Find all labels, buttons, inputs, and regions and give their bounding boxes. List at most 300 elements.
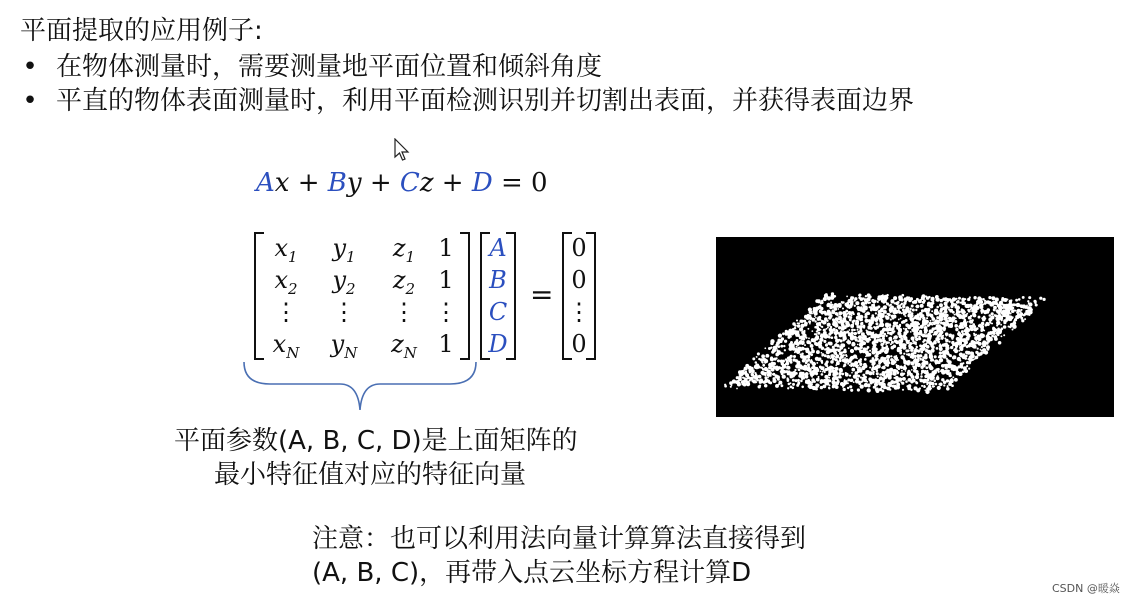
point-cloud-point — [847, 379, 850, 382]
point-cloud-point — [895, 385, 899, 389]
point-cloud-point — [980, 309, 984, 313]
point-cloud-point — [835, 334, 837, 336]
point-cloud-point — [846, 330, 849, 333]
point-cloud-point — [925, 322, 927, 324]
point-cloud-point — [797, 381, 800, 384]
point-cloud-point — [894, 339, 897, 342]
point-cloud-point — [876, 334, 880, 338]
point-cloud-point — [952, 379, 954, 381]
point-cloud-point — [891, 380, 894, 383]
point-cloud-point — [817, 299, 821, 303]
matrix-cell: 1 — [438, 266, 454, 294]
point-cloud-point — [857, 344, 859, 346]
point-cloud-point — [814, 320, 816, 322]
point-cloud-point — [805, 360, 807, 362]
point-cloud-point — [758, 375, 762, 379]
point-cloud-point — [880, 343, 883, 346]
point-cloud-point — [895, 310, 899, 314]
point-cloud-point — [873, 386, 876, 389]
point-cloud-point — [850, 389, 853, 392]
point-cloud-point — [973, 328, 977, 332]
point-cloud-point — [905, 370, 907, 372]
point-cloud-point — [840, 339, 843, 342]
point-cloud-point — [973, 314, 977, 318]
caption-line: 最小特征值对应的特征向量 — [214, 460, 527, 490]
point-cloud-point — [940, 327, 943, 330]
point-cloud-point — [847, 339, 849, 341]
point-cloud-point — [893, 336, 896, 339]
eq-term: z — [419, 168, 434, 198]
point-cloud-point — [895, 302, 899, 306]
point-cloud-point — [782, 332, 785, 335]
point-cloud-point — [905, 380, 908, 383]
eq-term: D — [471, 168, 493, 198]
point-cloud-point — [978, 316, 981, 319]
point-cloud-point — [961, 344, 964, 347]
point-cloud-point — [900, 338, 903, 341]
point-cloud-point — [794, 324, 797, 327]
point-cloud-point — [968, 358, 970, 360]
point-cloud-point — [937, 386, 941, 390]
point-cloud-point — [847, 307, 849, 309]
point-cloud-point — [796, 346, 798, 348]
point-cloud-point — [824, 317, 828, 321]
point-cloud-point — [907, 362, 910, 365]
point-cloud-point — [811, 349, 815, 353]
point-cloud-point — [815, 317, 817, 319]
point-cloud-point — [828, 387, 830, 389]
point-cloud-point — [840, 343, 844, 347]
bullet-item — [20, 50, 914, 84]
point-cloud-point — [1006, 317, 1008, 319]
point-cloud-point — [827, 310, 831, 314]
point-cloud-point — [834, 307, 837, 310]
point-cloud-point — [946, 387, 950, 391]
point-cloud-point — [794, 351, 796, 353]
point-cloud-point — [891, 359, 895, 363]
point-cloud-point — [964, 357, 967, 360]
point-cloud-point — [980, 335, 984, 339]
point-cloud-point — [905, 367, 907, 369]
point-cloud-point — [799, 347, 801, 349]
point-cloud-point — [885, 306, 887, 308]
point-cloud-point — [921, 294, 925, 298]
point-cloud-point — [989, 331, 993, 335]
point-cloud-point — [878, 296, 881, 299]
point-cloud-point — [827, 296, 831, 300]
point-cloud-point — [818, 357, 821, 360]
point-cloud-point — [967, 306, 969, 308]
point-cloud-point — [1013, 303, 1016, 306]
point-cloud-point — [928, 304, 931, 307]
point-cloud-point — [972, 344, 976, 348]
point-cloud-point — [982, 318, 985, 321]
point-cloud-point — [871, 299, 875, 303]
point-cloud-point — [864, 319, 868, 323]
point-cloud-point — [888, 377, 890, 379]
point-cloud-point — [1024, 314, 1026, 316]
point-cloud-point — [860, 343, 864, 347]
point-cloud-point — [854, 332, 857, 335]
point-cloud-point — [901, 382, 904, 385]
point-cloud-point — [740, 378, 742, 380]
point-cloud-point — [855, 321, 859, 325]
point-cloud-point — [871, 316, 875, 320]
point-cloud-point — [784, 340, 787, 343]
point-cloud-point — [911, 375, 915, 379]
point-cloud-point — [905, 306, 909, 310]
matrix-cell: ⋮ — [274, 298, 298, 326]
point-cloud-point — [858, 382, 861, 385]
point-cloud-point — [949, 299, 951, 301]
point-cloud-point — [821, 326, 823, 328]
point-cloud-point — [837, 303, 841, 307]
point-cloud-point — [907, 324, 910, 327]
point-cloud-point — [831, 366, 833, 368]
point-cloud-point — [1042, 298, 1045, 301]
point-cloud-point — [840, 353, 842, 355]
point-cloud-point — [843, 339, 845, 341]
point-cloud-point — [917, 373, 919, 375]
point-cloud-point — [935, 383, 938, 386]
point-cloud-point — [1028, 296, 1031, 299]
point-cloud-point — [781, 337, 784, 340]
point-cloud-point — [927, 370, 929, 372]
point-cloud-point — [981, 322, 985, 326]
matrix-cell: ⋮ — [332, 298, 356, 326]
point-cloud-point — [1012, 325, 1016, 329]
point-cloud-point — [913, 309, 915, 311]
point-cloud-point — [879, 388, 882, 391]
point-cloud-point — [996, 309, 999, 312]
point-cloud-point — [724, 385, 727, 388]
point-cloud-point — [871, 321, 874, 324]
point-cloud-point — [880, 348, 884, 352]
point-cloud-point — [808, 385, 811, 388]
point-cloud-point — [890, 371, 892, 373]
point-cloud-point — [1003, 334, 1005, 336]
point-cloud-point — [991, 335, 994, 338]
point-cloud-point — [807, 381, 810, 384]
point-cloud-point — [774, 358, 777, 361]
point-cloud-point — [1022, 304, 1026, 308]
point-cloud-point — [950, 323, 953, 326]
point-cloud-point — [805, 380, 807, 382]
point-cloud-point — [909, 316, 911, 318]
point-cloud-point — [934, 355, 937, 358]
point-cloud-point — [765, 355, 767, 357]
point-cloud-point — [919, 387, 921, 389]
point-cloud-point — [915, 316, 919, 320]
matrix-cell: $z_1$ — [392, 234, 416, 266]
point-cloud-point — [790, 361, 793, 364]
point-cloud-point — [837, 349, 840, 352]
point-cloud-point — [915, 309, 917, 311]
point-cloud-point — [919, 330, 922, 333]
point-cloud-point — [908, 378, 912, 382]
point-cloud-point — [937, 371, 939, 373]
point-cloud-point — [931, 317, 935, 321]
point-cloud-point — [964, 329, 968, 333]
point-cloud-point — [1011, 307, 1013, 309]
point-cloud-point — [1020, 309, 1022, 311]
point-cloud-point — [965, 327, 967, 329]
point-cloud-point — [880, 382, 884, 386]
point-cloud-point — [988, 301, 992, 305]
point-cloud-point — [875, 312, 877, 314]
point-cloud-point — [799, 370, 801, 372]
point-cloud-point — [785, 363, 787, 365]
point-cloud-point — [922, 363, 926, 367]
note-line: 注意：也可以利用法向量计算算法直接得到 — [312, 524, 807, 554]
point-cloud-point — [790, 341, 793, 344]
point-cloud-point — [843, 314, 846, 317]
point-cloud-point — [945, 298, 948, 301]
point-cloud-point — [930, 330, 933, 333]
point-cloud-point — [843, 388, 846, 391]
point-cloud-point — [883, 339, 886, 342]
point-cloud-point — [873, 361, 875, 363]
param-cell: C — [488, 298, 508, 326]
point-cloud-point — [793, 355, 796, 358]
point-cloud-point — [856, 357, 858, 359]
point-cloud-point — [822, 380, 825, 383]
point-cloud-point — [815, 383, 819, 387]
point-cloud-point — [839, 368, 843, 372]
point-cloud-point — [855, 364, 858, 367]
point-cloud-point — [828, 377, 830, 379]
point-cloud-point — [810, 312, 813, 315]
point-cloud-point — [826, 377, 828, 379]
point-cloud-point — [903, 328, 905, 330]
point-cloud-point — [969, 325, 972, 328]
point-cloud-point — [1026, 311, 1030, 315]
point-cloud-point — [821, 373, 824, 376]
point-cloud-point — [773, 346, 775, 348]
plane-equation — [256, 166, 548, 200]
point-cloud-point — [1011, 328, 1013, 330]
point-cloud-point — [968, 361, 971, 364]
point-cloud-point — [892, 317, 895, 320]
point-cloud-point — [775, 353, 779, 357]
point-cloud-point — [868, 372, 870, 374]
point-cloud-point — [906, 340, 910, 344]
point-cloud-point — [801, 375, 804, 378]
point-cloud-point — [851, 368, 855, 372]
point-cloud-point — [854, 299, 856, 301]
point-cloud-point — [987, 308, 991, 312]
point-cloud-point — [999, 329, 1002, 332]
point-cloud-point — [947, 370, 950, 373]
point-cloud-point — [925, 390, 929, 394]
point-cloud-point — [944, 351, 947, 354]
point-cloud-point — [962, 301, 966, 305]
point-cloud-point — [857, 388, 860, 391]
point-cloud-point — [933, 334, 935, 336]
point-cloud-point — [831, 380, 835, 384]
eq-term: + — [369, 168, 392, 198]
point-cloud-point — [824, 294, 828, 298]
point-cloud-point — [946, 379, 949, 382]
point-cloud-point — [970, 315, 972, 317]
point-cloud-point — [816, 362, 818, 364]
matrix-cell: $y_1$ — [332, 234, 356, 266]
point-cloud-point — [864, 298, 868, 302]
point-cloud-point — [895, 376, 899, 380]
point-cloud-point — [900, 318, 902, 320]
matrix-cell: $z_2$ — [392, 266, 416, 298]
point-cloud-point — [882, 366, 886, 370]
point-cloud-point — [949, 320, 951, 322]
point-cloud-point — [790, 386, 793, 389]
point-cloud-point — [876, 316, 880, 320]
zero-vector — [562, 232, 596, 360]
note-line: (A, B, C)，再带入点云坐标方程计算D — [312, 558, 752, 588]
point-cloud-point — [858, 294, 860, 296]
point-cloud-point — [888, 337, 891, 340]
point-cloud-point — [910, 389, 912, 391]
point-cloud-point — [820, 370, 822, 372]
point-cloud-point — [916, 346, 918, 348]
point-cloud-point — [832, 323, 835, 326]
point-cloud-point — [860, 376, 862, 378]
point-cloud-point — [857, 329, 859, 331]
point-cloud-point — [921, 309, 924, 312]
point-cloud-point — [914, 357, 916, 359]
point-cloud-point — [969, 320, 973, 324]
point-cloud-point — [864, 351, 866, 353]
point-cloud-point — [923, 339, 926, 342]
point-cloud-point — [846, 313, 848, 315]
point-cloud-point — [929, 376, 931, 378]
point-cloud-point — [880, 356, 884, 360]
point-cloud-point — [980, 305, 984, 309]
point-cloud-point — [1001, 319, 1003, 321]
point-cloud-point — [942, 343, 946, 347]
point-cloud-point — [1003, 325, 1007, 329]
point-cloud-point — [872, 332, 874, 334]
point-cloud-point — [994, 335, 998, 339]
point-cloud-point — [831, 296, 833, 298]
point-cloud-point — [757, 352, 760, 355]
point-cloud-point — [1020, 311, 1022, 313]
point-cloud-point — [828, 379, 831, 382]
point-cloud-point — [819, 324, 821, 326]
point-cloud-point — [970, 308, 972, 310]
point-cloud-point — [959, 341, 962, 344]
point-cloud-point — [763, 380, 765, 382]
point-cloud-point — [827, 303, 831, 307]
point-cloud-point — [939, 383, 943, 387]
point-cloud-point — [755, 361, 758, 364]
point-cloud-point — [958, 372, 962, 376]
point-cloud-point — [915, 381, 917, 383]
point-cloud-point — [924, 326, 928, 330]
point-cloud-point — [930, 342, 934, 346]
point-cloud-point — [845, 303, 849, 307]
point-cloud-point — [800, 366, 803, 369]
point-cloud-point — [808, 341, 811, 344]
point-cloud-point — [1024, 318, 1026, 320]
point-cloud-point — [958, 315, 962, 319]
point-cloud-point — [811, 383, 813, 385]
point-cloud-point — [957, 357, 961, 361]
point-cloud-point — [938, 361, 941, 364]
point-cloud-point — [944, 337, 946, 339]
point-cloud-point — [794, 369, 796, 371]
point-cloud-point — [854, 376, 857, 379]
point-cloud-point — [777, 359, 780, 362]
point-cloud-point — [869, 337, 871, 339]
point-cloud-point — [1005, 315, 1007, 317]
point-cloud-point — [884, 298, 887, 301]
point-cloud-point — [919, 354, 922, 357]
point-cloud-point — [860, 358, 862, 360]
point-cloud-point — [840, 355, 844, 359]
point-cloud-point — [966, 337, 970, 341]
point-cloud-point — [963, 321, 967, 325]
point-cloud-point — [931, 382, 935, 386]
point-cloud-point — [836, 330, 839, 333]
point-cloud-point — [885, 315, 888, 318]
point-cloud-point — [769, 365, 772, 368]
point-cloud-point — [835, 339, 837, 341]
point-cloud-point — [840, 331, 843, 334]
point-cloud-point — [840, 320, 843, 323]
point-cloud-point — [851, 343, 855, 347]
point-cloud-point — [900, 345, 903, 348]
point-cloud-point — [893, 322, 897, 326]
point-cloud-point — [961, 334, 963, 336]
point-cloud-point — [949, 341, 951, 343]
point-cloud-point — [829, 330, 833, 334]
param-cell: D — [488, 330, 508, 358]
point-cloud-point — [997, 328, 999, 330]
point-cloud-point — [811, 387, 813, 389]
point-cloud-point — [921, 358, 923, 360]
point-cloud-point — [1015, 299, 1018, 302]
point-cloud-point — [1008, 310, 1010, 312]
point-cloud-point — [945, 333, 947, 335]
point-cloud-point — [915, 338, 919, 342]
point-cloud-point — [827, 335, 830, 338]
point-cloud-point — [813, 371, 817, 375]
note-text — [312, 522, 806, 590]
point-cloud-point — [952, 355, 956, 359]
point-cloud-point — [812, 318, 815, 321]
point-cloud-point — [886, 355, 890, 359]
point-cloud-point — [866, 348, 868, 350]
point-cloud-point — [1018, 298, 1021, 301]
point-cloud-point — [974, 358, 976, 360]
point-cloud-point — [943, 316, 945, 318]
point-cloud-point — [910, 331, 912, 333]
bullet-dot-icon: • — [22, 86, 38, 116]
point-cloud-point — [826, 365, 828, 367]
point-cloud-point — [876, 372, 879, 375]
point-cloud-point — [926, 296, 930, 300]
point-cloud-point — [988, 296, 991, 299]
point-cloud-point — [914, 331, 918, 335]
point-cloud-point — [764, 376, 767, 379]
point-cloud-point — [905, 297, 909, 301]
point-cloud-point — [815, 333, 817, 335]
point-cloud-point — [825, 328, 827, 330]
point-cloud-point — [808, 368, 812, 372]
point-cloud-point — [963, 318, 966, 321]
point-cloud-point — [949, 372, 952, 375]
point-cloud-point — [854, 346, 858, 350]
